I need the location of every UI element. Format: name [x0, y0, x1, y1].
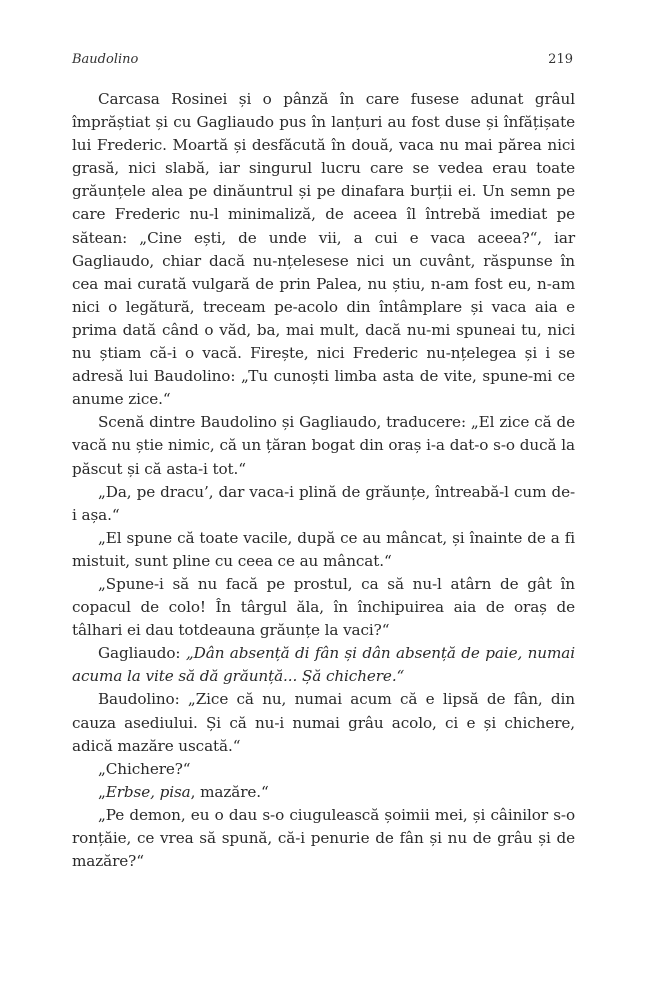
text-run: „El spune că toate vacile, după ce au mâncat, și înainte de a fi mistuit, sunt pline cu ceea ce au mâncat.“: [72, 528, 575, 570]
paragraph: [72, 481, 575, 527]
text-run: Scenă dintre Baudolino și Gagliaudo, traducere: „El zice că de vacă nu știe nimic, că un țăran bogat din oraș i-a dat-o s-o ducă la păscut și că asta-i tot.“: [72, 413, 575, 478]
italic-text: „Dân absență di fân și dân absență de paie, numai acuma la vite să dă grăunță... Șă chichere.“: [72, 644, 575, 686]
text-run: , mazăre.“: [190, 782, 269, 801]
text-run: Gagliaudo:: [98, 644, 186, 663]
paragraph: [72, 688, 575, 757]
page-number: 219: [548, 52, 573, 67]
paragraph: [72, 804, 575, 873]
text-run: „Da, pe dracu’, dar vaca-i plină de grăunțe, întreabă-l cum de-i așa.“: [72, 482, 575, 524]
paragraph: [72, 758, 575, 781]
paragraph: [72, 573, 575, 642]
text-run: „Chichere?“: [98, 759, 191, 778]
running-header: [72, 52, 573, 67]
paragraph: [72, 527, 575, 573]
text-run: Carcasa Rosinei și o pânză în care fusese adunat grâul împrăștiat și cu Gagliaudo pus în lanțuri au fost duse și înfățișate lui Frederic. Moartă și desfăcută în două, vaca nu mai părea nici grasă, nici slabă, iar singurul lucru care se vedea erau toate grăunțele alea pe dinăuntrul și pe dinafara burții ei. Un semn pe care Frederic nu-l minimaliză, de aceea îl întrebă imediat pe sătean: „Cine ești, de unde vii, a cui e vaca aceea?“, iar Gagliaudo, chiar dacă nu-nțelesese nici un cuvânt, răspunse în cea mai curată vulgară de prin Palea, nu știu, n-am fost eu, n-am nici o legătură, treceam pe-acolo din întâmplare și vaca aia e prima dată când o văd, ba, mai mult, dacă nu-mi spuneai tu, nici nu știam că-i o vacă. Firește, nici Frederic nu-nțelegea și i se adresă lui Baudolino: „Tu cunoști limba asta de vite, spune-mi ce anume zice.“: [72, 90, 575, 409]
text-run: Baudolino: „Zice că nu, numai acum că e lipsă de fân, din cauza asediului. Și că nu-i numai grâu acolo, ci e și chichere, adică mazăre uscată.“: [72, 690, 575, 755]
text-run: „Pe demon, eu o dau s-o ciugulească șoimii mei, și câinilor s-o ronțăie, ce vrea să spună, că-i penurie de fân și nu de grâu și de mazăre?“: [72, 805, 575, 871]
body-text: [72, 88, 575, 873]
paragraph: [72, 781, 575, 804]
italic-text: Erbse, pisa: [105, 782, 191, 801]
text-run: „: [98, 782, 106, 801]
running-title: Baudolino: [72, 52, 139, 67]
paragraph: [72, 411, 575, 480]
paragraph: [72, 642, 575, 688]
text-run: „Spune-i să nu facă pe prostul, ca să nu-l atârn de gât în copacul de colo! În târgul ăla, în închipuirea aia de oraș de tâlhari ei dau totdeauna grăunțe la vaci?“: [72, 574, 575, 640]
paragraph: [72, 88, 575, 411]
